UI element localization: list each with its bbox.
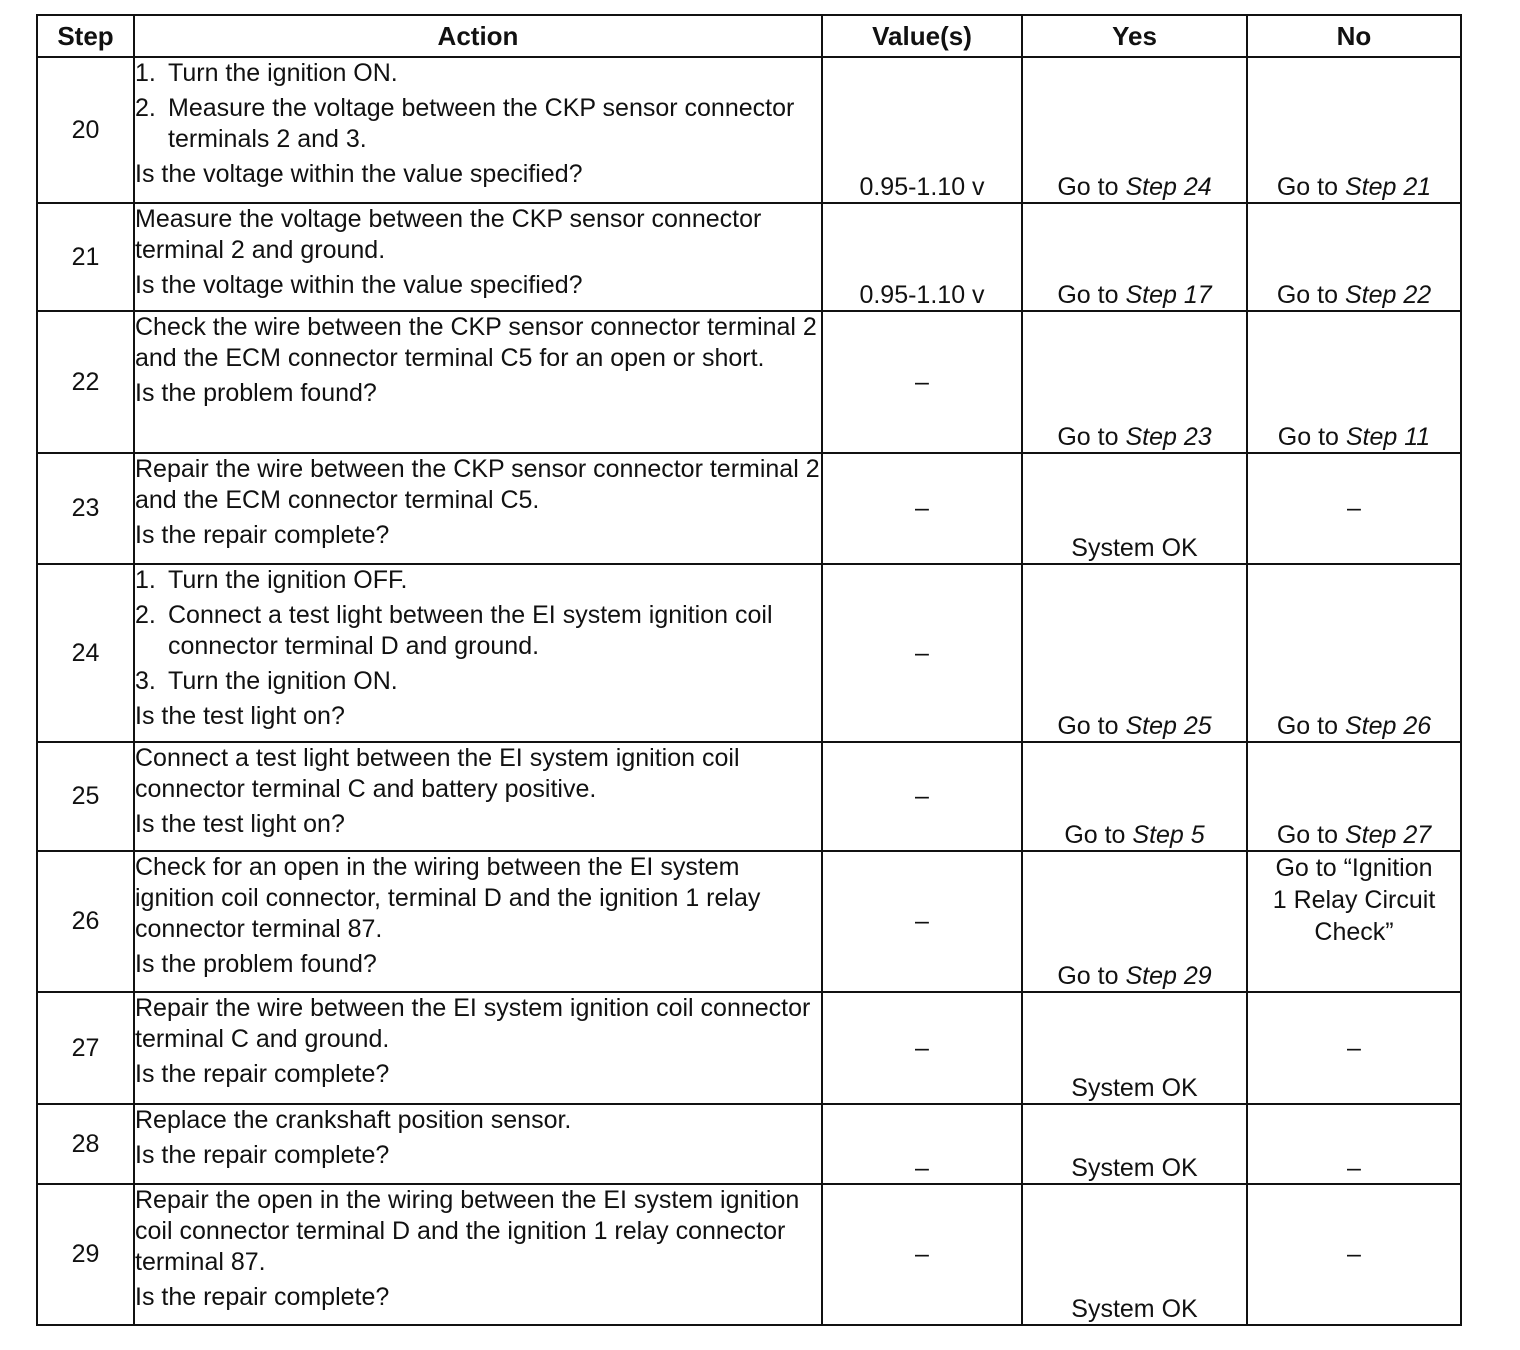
action-text: Repair the open in the wiring between the EI system ignition coil connector terminal D and the ignition 1 relay connector terminal 87. (135, 1186, 800, 1276)
yes-cell (1022, 742, 1247, 851)
action-question: Is the test light on? (135, 702, 345, 730)
step-number: 28 (37, 1104, 134, 1184)
no-result-text: – (1347, 1033, 1361, 1062)
header-action: Action (134, 15, 822, 57)
list-number: 2. (135, 94, 156, 122)
yes-cell (1022, 1104, 1247, 1184)
action-text: Connect a test light between the EI system ignition coil connector terminal C and battery positive. (135, 744, 740, 803)
table-row (37, 992, 1461, 1104)
list-text: Turn the ignition ON. (168, 667, 398, 695)
header-no: No (1247, 15, 1461, 57)
no-goto-prefix: Go to (1276, 821, 1345, 849)
step-number: 21 (37, 203, 134, 311)
yes-step-reference: Step 5 (1132, 821, 1205, 849)
table-body (37, 57, 1461, 1325)
table-row (37, 203, 1461, 311)
no-cell (1247, 57, 1461, 203)
value-cell: – (822, 453, 1022, 564)
no-cell (1247, 1184, 1461, 1325)
header-step: Step (37, 15, 134, 57)
diagnostic-table (36, 14, 1462, 1326)
action-list-item (135, 93, 821, 155)
table-header (37, 15, 1461, 57)
action-list-item (135, 58, 821, 89)
no-goto-prefix: Go to (1276, 281, 1345, 309)
header-values: Value(s) (822, 15, 1022, 57)
list-text: Turn the ignition OFF. (168, 566, 408, 594)
value-cell: – (822, 1184, 1022, 1325)
yes-cell (1022, 57, 1247, 203)
yes-cell (1022, 1184, 1247, 1325)
table-row (37, 564, 1461, 742)
yes-step-reference: Step 29 (1125, 962, 1212, 990)
no-cell (1247, 453, 1461, 564)
action-question: Is the repair complete? (135, 1283, 390, 1311)
value-cell: – (822, 742, 1022, 851)
table-row (37, 851, 1461, 992)
yes-result-text: System OK (1071, 1154, 1198, 1182)
value-cell: – (822, 311, 1022, 453)
yes-step-reference: Step 23 (1125, 423, 1212, 451)
step-number: 22 (37, 311, 134, 453)
value-cell: 0.95-1.10 v (822, 57, 1022, 203)
yes-goto-prefix: Go to (1057, 423, 1126, 451)
no-step-reference: Step 22 (1344, 281, 1432, 309)
action-text: Measure the voltage between the CKP sensor connector terminal 2 and ground. (135, 205, 762, 264)
action-cell (134, 992, 822, 1104)
list-number: 1. (135, 566, 156, 594)
action-cell (134, 851, 822, 992)
no-cell (1247, 992, 1461, 1104)
step-number: 26 (37, 851, 134, 992)
no-cell (1247, 311, 1461, 453)
action-cell (134, 1104, 822, 1184)
table-row (37, 57, 1461, 203)
action-question: Is the voltage within the value specified? (135, 271, 583, 299)
yes-cell (1022, 564, 1247, 742)
no-result-text: – (1347, 1240, 1361, 1268)
action-text: Replace the crankshaft position sensor. (135, 1106, 572, 1134)
action-list-item (135, 600, 821, 662)
table-row (37, 742, 1461, 851)
header-row (37, 15, 1461, 57)
no-step-reference: Step 26 (1344, 712, 1432, 740)
no-cell (1247, 203, 1461, 311)
no-goto-prefix: Go to (1276, 712, 1345, 740)
yes-result-text: System OK (1071, 1295, 1198, 1323)
step-number: 27 (37, 992, 134, 1104)
table-row (37, 453, 1461, 564)
no-step-reference: Step 27 (1344, 821, 1432, 849)
value-cell: – (822, 992, 1022, 1104)
list-text: Measure the voltage between the CKP sensor connector terminals 2 and 3. (168, 94, 795, 153)
action-cell (134, 1184, 822, 1325)
yes-step-reference: Step 25 (1125, 712, 1212, 740)
value-cell: – (822, 1104, 1022, 1184)
step-number: 24 (37, 564, 134, 742)
yes-goto-prefix: Go to (1057, 281, 1126, 309)
list-number: 2. (135, 601, 156, 629)
yes-cell (1022, 203, 1247, 311)
yes-goto-prefix: Go to (1057, 173, 1126, 201)
action-question: Is the repair complete? (135, 521, 390, 549)
no-step-reference: Step 11 (1345, 423, 1431, 451)
no-result-text: – (1347, 494, 1361, 522)
no-cell (1247, 564, 1461, 742)
action-cell (134, 564, 822, 742)
header-yes: Yes (1022, 15, 1247, 57)
action-list-item (135, 565, 821, 596)
step-number: 23 (37, 453, 134, 564)
action-question: Is the voltage within the value specified? (135, 160, 583, 188)
list-text: Connect a test light between the EI system ignition coil connector terminal D and ground. (168, 601, 773, 660)
action-question: Is the test light on? (135, 810, 345, 838)
no-cell (1247, 851, 1461, 992)
no-result-text: Go to “Ignition 1 Relay Circuit Check” (1272, 854, 1436, 946)
action-cell (134, 311, 822, 453)
yes-goto-prefix: Go to (1064, 821, 1133, 849)
yes-result-text: System OK (1071, 1074, 1198, 1102)
action-text: Repair the wire between the EI system ignition coil connector terminal C and ground. (135, 994, 811, 1053)
action-cell (134, 453, 822, 564)
step-number: 25 (37, 742, 134, 851)
action-question: Is the repair complete? (135, 1141, 390, 1169)
no-step-reference: Step 21 (1344, 173, 1432, 201)
no-goto-prefix: Go to (1277, 423, 1346, 451)
action-cell (134, 742, 822, 851)
step-number: 29 (37, 1184, 134, 1325)
yes-goto-prefix: Go to (1057, 962, 1126, 990)
list-text: Turn the ignition ON. (168, 59, 398, 87)
action-question: Is the problem found? (135, 379, 377, 407)
no-cell (1247, 742, 1461, 851)
yes-cell (1022, 453, 1247, 564)
table-row (37, 311, 1461, 453)
list-number: 1. (135, 59, 156, 87)
no-goto-prefix: Go to (1276, 173, 1345, 201)
no-cell (1247, 1104, 1461, 1184)
value-cell: – (822, 564, 1022, 742)
action-cell (134, 57, 822, 203)
action-text: Check the wire between the CKP sensor connector terminal 2 and the ECM connector terminal C5 for an open or short. (135, 313, 817, 372)
action-cell (134, 203, 822, 311)
action-question: Is the repair complete? (135, 1060, 390, 1088)
yes-result-text: System OK (1071, 534, 1198, 562)
action-list-item (135, 666, 821, 697)
value-cell: – (822, 851, 1022, 992)
yes-step-reference: Step 17 (1125, 281, 1212, 309)
yes-cell (1022, 992, 1247, 1104)
yes-cell (1022, 851, 1247, 992)
table-row (37, 1104, 1461, 1184)
step-number: 20 (37, 57, 134, 203)
yes-goto-prefix: Go to (1057, 712, 1126, 740)
action-question: Is the problem found? (135, 950, 377, 978)
action-text: Repair the wire between the CKP sensor connector terminal 2 and the ECM connector terminal C5. (135, 455, 820, 514)
yes-cell (1022, 311, 1247, 453)
yes-step-reference: Step 24 (1125, 173, 1212, 201)
action-text: Check for an open in the wiring between the EI system ignition coil connector, terminal D and the ignition 1 relay connector terminal 87. (135, 853, 761, 943)
list-number: 3. (135, 667, 156, 695)
value-cell: 0.95-1.10 v (822, 203, 1022, 311)
no-result-text: – (1347, 1154, 1361, 1182)
table-row (37, 1184, 1461, 1325)
